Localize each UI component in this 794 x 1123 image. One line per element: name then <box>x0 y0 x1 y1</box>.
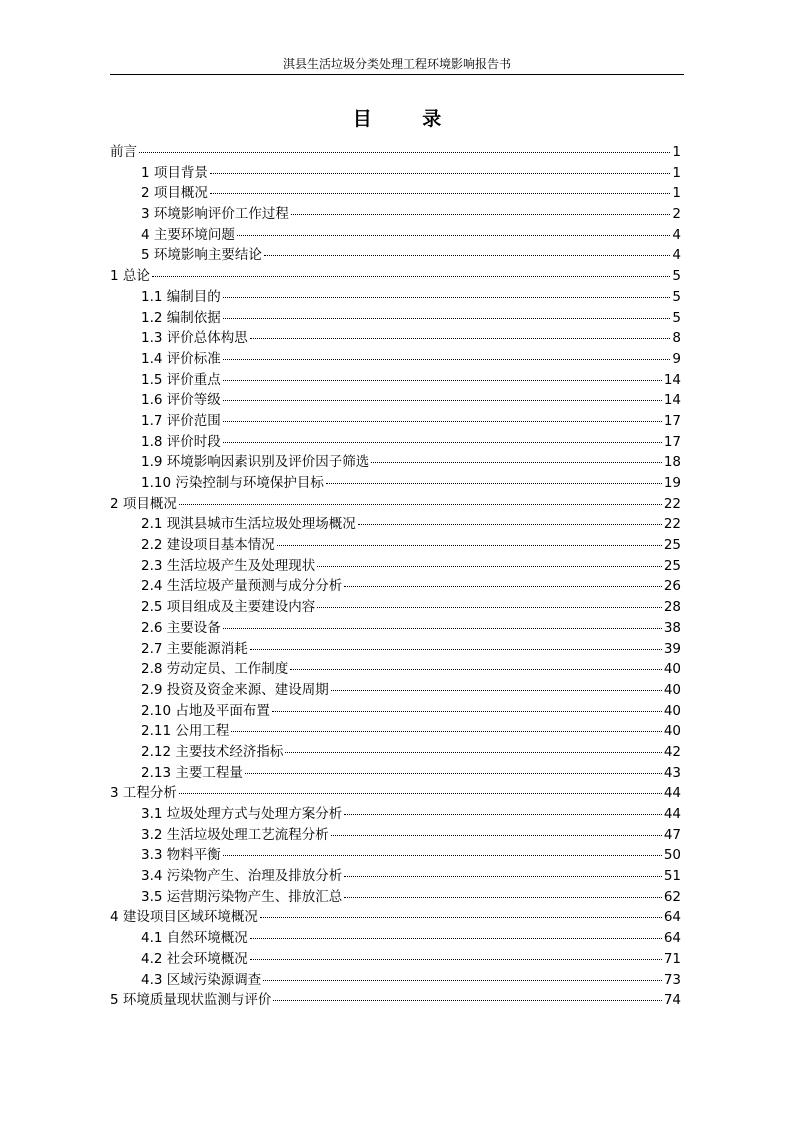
toc-dot-leader <box>285 752 661 753</box>
header-rule <box>110 74 684 75</box>
toc-entry[interactable] <box>110 763 681 784</box>
toc-entry[interactable] <box>110 845 681 866</box>
running-header: 淇县生活垃圾分类处理工程环境影响报告书 <box>282 57 511 71</box>
toc-dot-leader <box>223 297 671 298</box>
toc-entry-label: 3.1 垃圾处理方式与处理方案分析 <box>141 806 343 822</box>
toc-entry[interactable] <box>110 287 681 308</box>
toc-entry-page-number: 64 <box>663 930 681 947</box>
toc-entry[interactable] <box>110 370 681 391</box>
toc-entry-label: 4.1 自然环境概况 <box>141 930 248 947</box>
toc-dot-leader <box>264 255 671 256</box>
toc-entry-label: 1.2 编制依据 <box>141 309 221 326</box>
toc-dot-leader <box>223 400 662 401</box>
toc-title: 目 录 <box>352 108 464 130</box>
toc-entry-page-number: 14 <box>663 392 681 409</box>
toc-dot-leader <box>260 917 662 918</box>
toc-entry[interactable] <box>110 639 681 660</box>
toc-entry-label: 1.10 污染控制与环境保护目标 <box>141 475 324 491</box>
toc-entry-label: 2.1 现淇县城市生活垃圾处理场概况 <box>141 516 356 533</box>
toc-entry-page-number: 1 <box>672 144 681 160</box>
toc-entry-page-number: 74 <box>663 992 681 1009</box>
toc-entry-label: 1.9 环境影响因素识别及评价因子筛选 <box>141 454 370 471</box>
toc-entry[interactable] <box>110 432 681 453</box>
toc-dot-leader <box>250 338 671 339</box>
toc-entry-page-number: 25 <box>663 557 681 574</box>
toc-entry[interactable] <box>110 514 681 535</box>
toc-entry-label: 3.5 运营期污染物产生、排放汇总 <box>141 888 343 905</box>
toc-entry-label: 2.12 主要技术经济指标 <box>141 743 284 760</box>
toc-entry-page-number: 42 <box>663 743 681 760</box>
toc-entry-page-number: 17 <box>663 433 681 450</box>
toc-dot-leader <box>331 835 662 836</box>
toc-dot-leader <box>237 235 671 236</box>
toc-entry-label: 2.6 主要设备 <box>141 619 221 636</box>
toc-entry-page-number: 64 <box>663 909 681 926</box>
table-of-contents <box>110 142 681 1011</box>
toc-entry[interactable] <box>110 742 681 763</box>
toc-entry-label: 1.4 评价标准 <box>141 350 221 367</box>
toc-dot-leader <box>344 814 662 815</box>
toc-entry[interactable] <box>110 390 681 411</box>
toc-entry-page-number: 26 <box>663 578 681 595</box>
toc-dot-leader <box>263 980 662 981</box>
toc-entry-page-number: 17 <box>663 412 681 429</box>
toc-entry-label: 1.8 评价时段 <box>141 433 221 450</box>
toc-entry[interactable] <box>110 887 681 908</box>
toc-entry-page-number: 2 <box>672 206 681 223</box>
toc-entry-page-number: 40 <box>663 681 681 698</box>
toc-entry-label: 3.2 生活垃圾处理工艺流程分析 <box>141 826 329 843</box>
toc-entry-page-number: 62 <box>663 888 681 905</box>
toc-entry-label: 2.10 占地及平面布置 <box>141 702 270 719</box>
toc-dot-leader <box>250 959 662 960</box>
toc-entry[interactable] <box>110 949 681 970</box>
toc-entry-page-number: 9 <box>672 350 681 367</box>
toc-entry-page-number: 40 <box>663 702 681 719</box>
toc-entry-page-number: 1 <box>672 164 681 181</box>
toc-entry-label: 2 项目概况 <box>110 495 177 512</box>
toc-dot-leader <box>291 214 671 215</box>
toc-entry-label: 2.8 劳动定员、工作制度 <box>141 661 289 678</box>
toc-entry-page-number: 5 <box>672 268 681 285</box>
toc-entry[interactable] <box>110 659 681 680</box>
toc-entry-page-number: 25 <box>663 537 681 554</box>
toc-entry-page-number: 28 <box>663 599 681 616</box>
toc-entry-label: 4.3 区域污染源调查 <box>141 971 262 988</box>
toc-entry[interactable] <box>110 721 681 742</box>
toc-entry[interactable] <box>110 866 681 887</box>
toc-dot-leader <box>210 173 671 174</box>
toc-entry-label: 2.13 主要工程量 <box>141 764 243 781</box>
toc-entry[interactable] <box>110 266 681 287</box>
toc-entry-page-number: 40 <box>663 723 681 740</box>
toc-entry[interactable] <box>110 825 681 846</box>
toc-entry-label: 2.3 生活垃圾产生及处理现状 <box>141 557 316 574</box>
toc-entry-page-number: 14 <box>663 371 681 388</box>
toc-entry[interactable] <box>110 142 681 163</box>
toc-dot-leader <box>223 380 662 381</box>
toc-entry[interactable] <box>110 928 681 949</box>
toc-entry[interactable] <box>110 308 681 329</box>
toc-dot-leader <box>273 1000 661 1001</box>
toc-dot-leader <box>245 773 662 774</box>
toc-entry-label: 1 项目背景 <box>141 164 208 181</box>
toc-dot-leader <box>223 421 662 422</box>
toc-dot-leader <box>344 897 662 898</box>
toc-entry[interactable] <box>110 804 681 825</box>
toc-entry[interactable] <box>110 576 681 597</box>
toc-dot-leader <box>317 566 662 567</box>
toc-entry[interactable] <box>110 618 681 639</box>
toc-entry[interactable] <box>110 245 681 266</box>
toc-entry-label: 2.5 项目组成及主要建设内容 <box>141 599 316 616</box>
toc-entry-label: 3.3 物料平衡 <box>141 847 221 864</box>
toc-entry-label: 3.4 污染物产生、治理及排放分析 <box>141 868 343 885</box>
toc-entry-label: 前言 <box>110 144 137 160</box>
toc-dot-leader <box>210 193 671 194</box>
toc-dot-leader <box>272 711 662 712</box>
toc-entry[interactable] <box>110 204 681 225</box>
toc-entry-page-number: 47 <box>663 826 681 843</box>
toc-dot-leader <box>250 938 662 939</box>
toc-entry-page-number: 5 <box>672 288 681 305</box>
toc-entry-label: 1.6 评价等级 <box>141 392 221 409</box>
toc-dot-leader <box>317 607 662 608</box>
toc-entry-page-number: 4 <box>672 226 681 243</box>
toc-entry-page-number: 44 <box>663 785 681 802</box>
toc-entry-label: 2.4 生活垃圾产量预测与成分分析 <box>141 578 343 595</box>
toc-entry-page-number: 40 <box>663 661 681 678</box>
toc-entry[interactable] <box>110 349 681 370</box>
toc-dot-leader <box>277 545 662 546</box>
toc-entry-page-number: 43 <box>663 764 681 781</box>
toc-entry-page-number: 22 <box>663 495 681 512</box>
toc-dot-leader <box>290 669 662 670</box>
toc-entry-page-number: 22 <box>663 516 681 533</box>
toc-entry-page-number: 71 <box>663 950 681 967</box>
toc-entry[interactable] <box>110 452 681 473</box>
toc-entry-page-number: 19 <box>663 475 681 491</box>
toc-entry-page-number: 18 <box>663 454 681 471</box>
toc-entry[interactable] <box>110 494 681 515</box>
toc-entry-label: 1 总论 <box>110 268 150 285</box>
toc-entry[interactable] <box>110 597 681 618</box>
toc-dot-leader <box>223 359 671 360</box>
toc-entry[interactable] <box>110 783 681 804</box>
toc-dot-leader <box>223 318 671 319</box>
toc-dot-leader <box>371 462 662 463</box>
toc-entry[interactable] <box>110 701 681 722</box>
toc-dot-leader <box>179 793 662 794</box>
toc-entry-page-number: 1 <box>672 185 681 202</box>
toc-entry-page-number: 51 <box>663 868 681 885</box>
toc-dot-leader <box>331 690 662 691</box>
toc-dot-leader <box>139 152 670 153</box>
toc-entry-page-number: 50 <box>663 847 681 864</box>
toc-entry[interactable] <box>110 680 681 701</box>
toc-entry-label: 3 工程分析 <box>110 785 177 802</box>
toc-entry[interactable] <box>110 970 681 991</box>
toc-dot-leader <box>344 586 662 587</box>
toc-entry[interactable] <box>110 990 681 1011</box>
toc-entry-page-number: 5 <box>672 309 681 326</box>
toc-entry[interactable] <box>110 556 681 577</box>
toc-entry-label: 5 环境影响主要结论 <box>141 247 262 264</box>
toc-entry-page-number: 4 <box>672 247 681 264</box>
toc-entry[interactable] <box>110 163 681 184</box>
toc-entry-label: 4 建设项目区域环境概况 <box>110 909 258 926</box>
toc-entry-label: 4 主要环境问题 <box>141 226 235 243</box>
toc-entry[interactable] <box>110 473 681 494</box>
toc-entry-label: 1.7 评价范围 <box>141 412 221 429</box>
toc-entry[interactable] <box>110 535 681 556</box>
toc-entry[interactable] <box>110 328 681 349</box>
toc-entry[interactable] <box>110 411 681 432</box>
toc-dot-leader <box>344 876 662 877</box>
toc-entry-label: 1.5 评价重点 <box>141 371 221 388</box>
toc-entry[interactable] <box>110 183 681 204</box>
toc-entry-page-number: 73 <box>663 971 681 988</box>
toc-entry-label: 3 环境影响评价工作过程 <box>141 206 289 223</box>
toc-dot-leader <box>326 483 662 484</box>
toc-dot-leader <box>223 442 662 443</box>
toc-entry-label: 1.3 评价总体构思 <box>141 330 248 347</box>
toc-entry-label: 2.9 投资及资金来源、建设周期 <box>141 681 329 698</box>
toc-entry-label: 2.2 建设项目基本情况 <box>141 537 275 554</box>
toc-entry-label: 4.2 社会环境概况 <box>141 950 248 967</box>
toc-entry-label: 2.7 主要能源消耗 <box>141 640 248 657</box>
toc-dot-leader <box>231 731 661 732</box>
toc-entry-label: 2.11 公用工程 <box>141 723 230 740</box>
toc-dot-leader <box>250 649 662 650</box>
toc-entry-page-number: 38 <box>663 619 681 636</box>
toc-entry-page-number: 39 <box>663 640 681 657</box>
toc-dot-leader <box>223 628 662 629</box>
toc-dot-leader <box>179 504 662 505</box>
toc-entry-page-number: 8 <box>672 330 681 347</box>
toc-entry-label: 1.1 编制目的 <box>141 288 221 305</box>
toc-entry[interactable] <box>110 907 681 928</box>
toc-entry[interactable] <box>110 225 681 246</box>
toc-entry-label: 5 环境质量现状监测与评价 <box>110 992 272 1009</box>
toc-dot-leader <box>358 524 662 525</box>
toc-entry-label: 2 项目概况 <box>141 185 208 202</box>
toc-dot-leader <box>223 855 662 856</box>
toc-entry-page-number: 44 <box>663 806 681 822</box>
toc-dot-leader <box>152 276 671 277</box>
